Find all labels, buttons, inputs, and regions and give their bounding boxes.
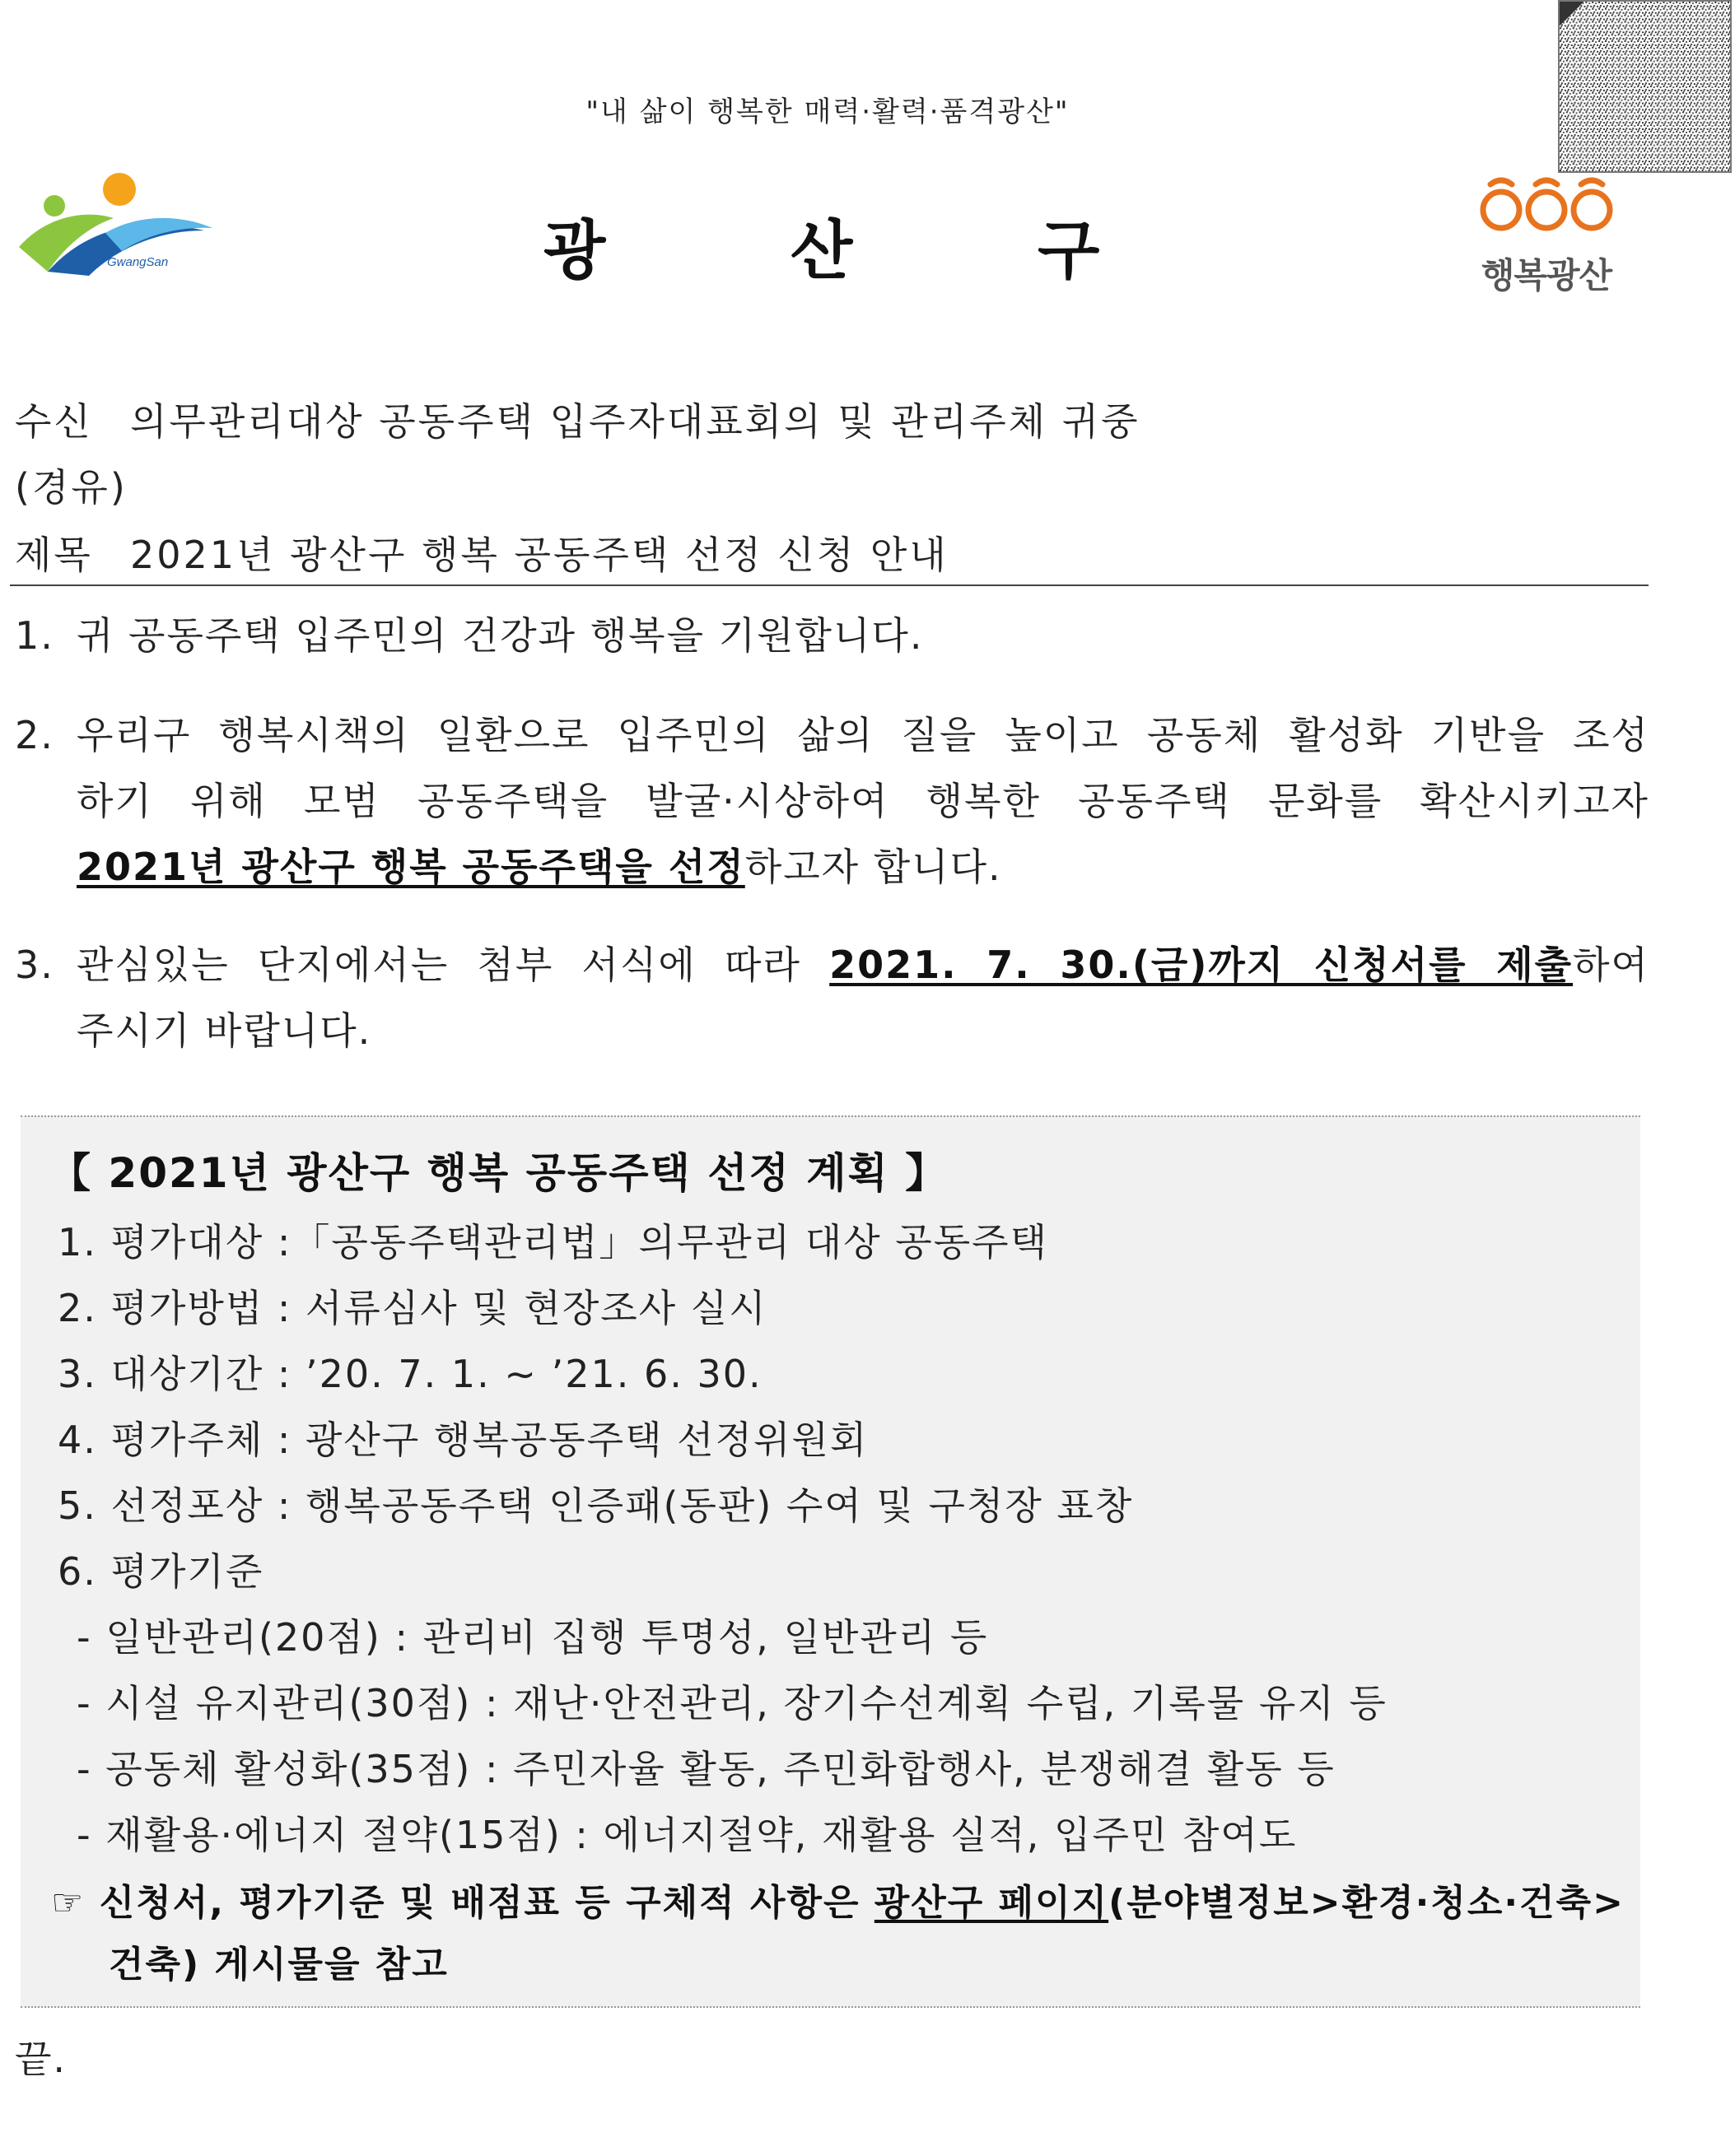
slogan: "내 삶이 행복한 매력·활력·품격광산" (585, 95, 1070, 128)
title-char-3: 구 (1038, 214, 1100, 288)
paragraph-2-tail: 하고자 합니다. (744, 845, 1002, 889)
paragraph-1 (15, 603, 923, 668)
plan-item: 2. 평가방법 : 서류심사 및 현장조사 실시 (58, 1286, 767, 1330)
subject-label: 제목 (15, 533, 93, 577)
recipient-value: 의무관리대상 공동주택 입주자대표회의 및 관리주체 귀중 (130, 399, 1140, 444)
plan-item: 5. 선정포상 : 행복공동주택 인증패(동판) 수여 및 구청장 표창 (58, 1483, 1134, 1528)
recipient-line (15, 392, 1140, 446)
via-line: (경유) (15, 465, 128, 510)
paragraph-3 (15, 932, 1649, 1064)
qr-code (1558, 0, 1732, 173)
plan-item: 4. 평가주체 : 광산구 행복공동주택 선정위원회 (58, 1418, 869, 1462)
paragraph-2-line-1: 우리구 행복시책의 일환으로 입주민의 삶의 질을 높이고 공동체 활성화 기반을 조성 (77, 713, 1649, 757)
paragraph-2-number: 2. (15, 713, 54, 757)
subject-value: 2021년 광산구 행복 공동주택 선정 신청 안내 (130, 533, 949, 577)
happy-gwangsan-logo (1472, 173, 1621, 296)
paragraph-3-pre: 관심있는 단지에서는 첨부 서식에 따라 (77, 943, 830, 987)
page-title (543, 199, 1285, 291)
reference-line-2: 건축) 게시물을 참고 (109, 1944, 449, 1986)
paragraph-3-tail: 하여 (1573, 943, 1649, 987)
plan-title: 【 2021년 광산구 행복 공동주택 선정 계획 】 (49, 1149, 949, 1197)
logo-right-text: 행복광산 (1481, 255, 1612, 296)
paragraph-2-line-2: 하기 위해 모범 공동주택을 발굴·시상하여 행복한 공동주택 문화를 확산시키고자 (77, 779, 1649, 823)
plan-item: 1. 평가대상 :「공동주택관리법」의무관리 대상 공동주택 (58, 1220, 1049, 1264)
criteria-item: - 시설 유지관리(30점) : 재난·안전관리, 장기수선계획 수립, 기록물 유지 등 (77, 1681, 1388, 1725)
criteria-item: - 재활용·에너지 절약(15점) : 에너지절약, 재활용 실적, 입주민 참여도 (77, 1813, 1298, 1857)
paragraph-3-line-2: 주시기 바랍니다. (77, 1008, 372, 1053)
deadline-emphasis: 2021. 7. 30.(금)까지 신청서를 제출 (829, 943, 1574, 987)
paragraph-1-text: 귀 공동주택 입주민의 건강과 행복을 기원합니다. (77, 613, 924, 658)
title-char-1: 광 (543, 214, 606, 288)
paragraph-3-number: 3. (15, 943, 54, 987)
happy-faces-icon (1472, 173, 1621, 243)
plan-item: 6. 평가기준 (58, 1549, 264, 1594)
paragraph-2 (15, 702, 1649, 900)
subject-line (15, 525, 949, 580)
logo-left-text: GwangSan (107, 255, 169, 269)
plan-item: 3. 대상기간 : ’20. 7. 1. ~ ’21. 6. 30. (58, 1352, 763, 1396)
criteria-item: - 공동체 활성화(35점) : 주민자율 활동, 주민화합행사, 분쟁해결 활동 등 (77, 1747, 1336, 1791)
reference-pre: 신청서, 평가기준 및 배점표 등 구체적 사항은 (99, 1882, 874, 1924)
paragraph-2-emphasis: 2021년 광산구 행복 공동주택을 선정 (77, 845, 745, 889)
reference-note (51, 1873, 1625, 1925)
pointer-icon: ☞ (51, 1882, 86, 1924)
criteria-item: - 일반관리(20점) : 관리비 집행 투명성, 일반관리 등 (77, 1615, 989, 1660)
gwangsan-page-link[interactable]: 광산구 페이지 (874, 1882, 1109, 1924)
reference-post: (분야별정보>환경·청소·건축> (1108, 1882, 1625, 1924)
gwangsan-logo (15, 169, 212, 280)
document-end: 끝. (15, 2037, 68, 2081)
recipient-label: 수신 (15, 399, 93, 444)
title-char-2: 산 (791, 214, 853, 288)
header-divider (10, 584, 1649, 586)
paragraph-1-number: 1. (15, 613, 54, 658)
